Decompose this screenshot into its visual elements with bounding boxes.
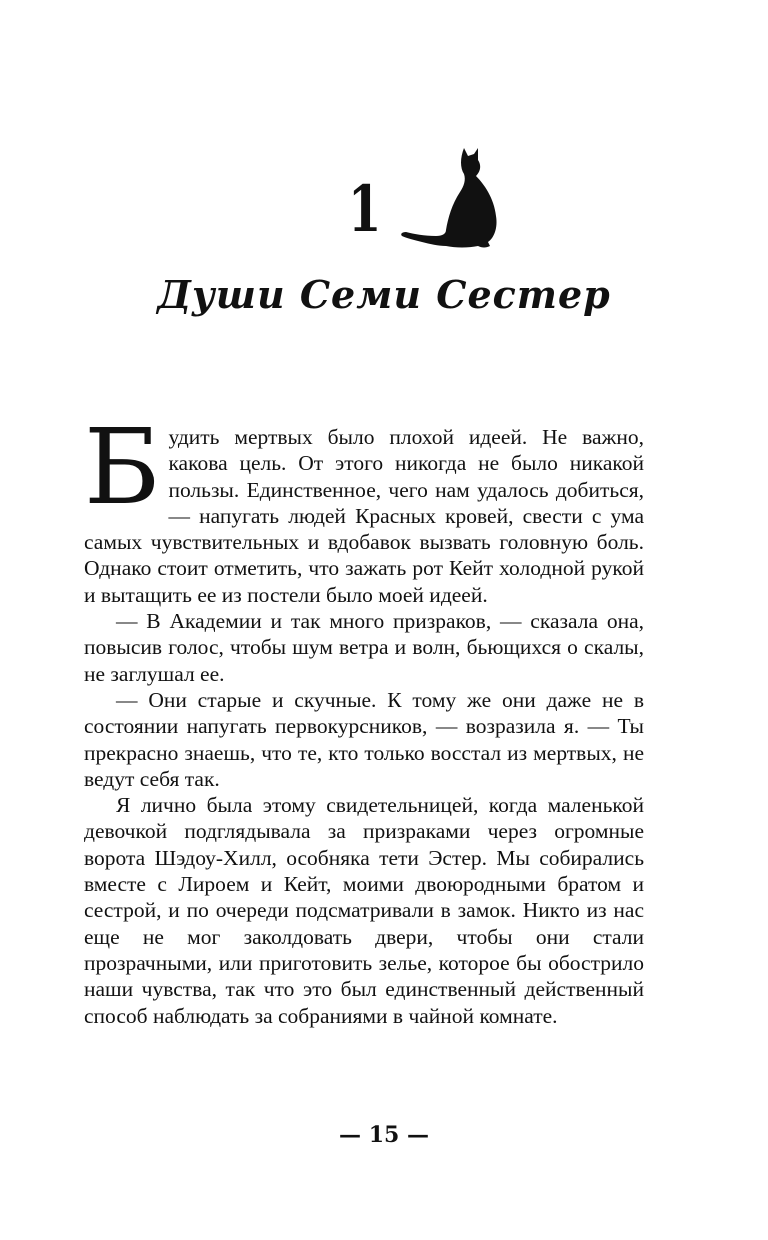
paragraph-1 bbox=[84, 406, 644, 608]
chapter-number: 1 bbox=[348, 172, 382, 247]
cat-silhouette-icon bbox=[398, 140, 510, 252]
paragraph-4: Я лично была этому свидетельницей, когда маленькой девочкой подглядывала за призраками через огромные ворота Шэдоу-Хилл, особняка тети Эстер. Мы собирались вместе с Лироем и Кейт, моими двоюродными братом и сестрой, и по очереди подсматривали в замок. Никто из нас еще не мог заколдовать двери, чтобы они стали прозрачными, или приготовить зелье, которое бы обострило наши чувства, так что это был единственный действенный способ наблюдать за собраниями в чайной комнате. bbox=[84, 793, 644, 1028]
paragraph-3: — Они старые и скучные. К тому же они даже не в состоянии напугать первокурсников, — возразила я. — Ты прекрасно знаешь, что те, кто только восстал из мертвых, не ведут себя так. bbox=[84, 687, 644, 791]
paragraph-1-text: удить мертвых было плохой идеей. Не важно, какова цель. От этого никогда не было никакой пользы. Единственное, чего нам удалось добиться, — напугать людей Красных кровей, свести с ума самых чувствительных и вдобавок вызвать головную боль. Однако стоит отметить, что зажать рот Кейт холодной рукой и вытащить ее из постели было моей идеей. bbox=[84, 425, 644, 607]
page-number: — 15 — bbox=[339, 1122, 429, 1148]
chapter-body bbox=[84, 406, 644, 1029]
paragraph-2: — В Академии и так много призраков, — сказала она, повысив голос, чтобы шум ветра и волн, бьющихся о скалы, не заглушал ее. bbox=[84, 609, 644, 686]
chapter-title: Души Семи Сестер bbox=[157, 272, 611, 317]
drop-cap: Б bbox=[84, 406, 161, 528]
